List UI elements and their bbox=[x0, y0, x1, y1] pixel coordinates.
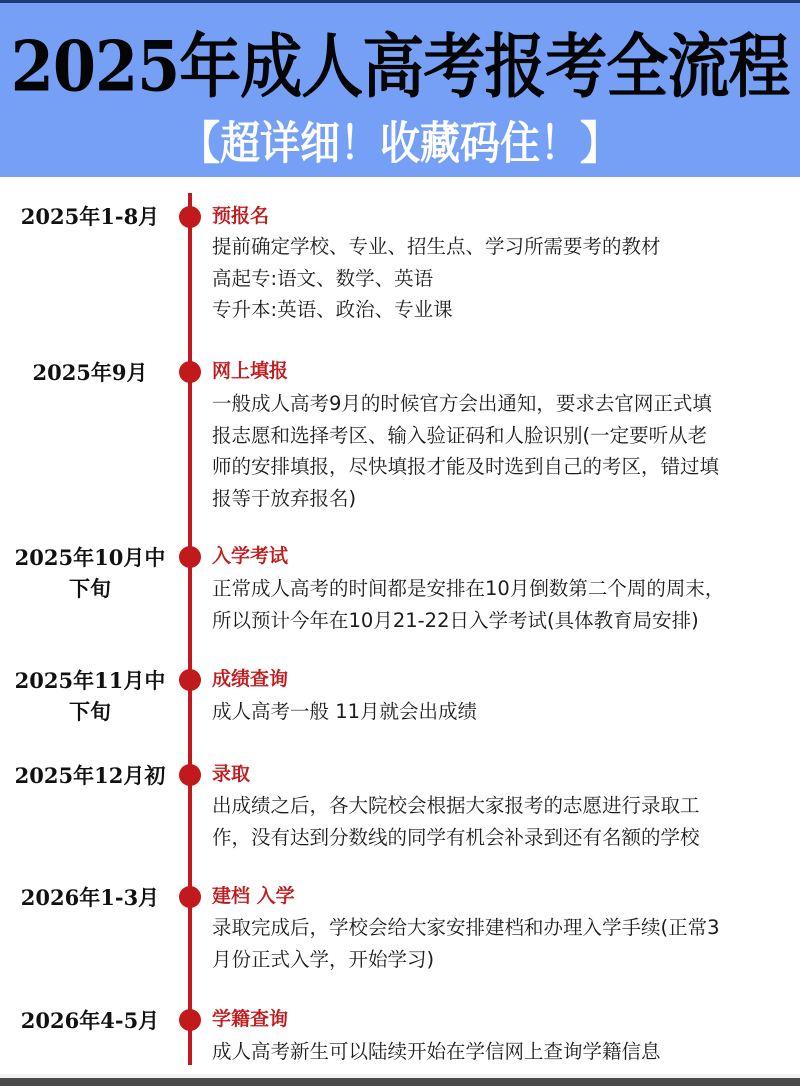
stage-date bbox=[4, 201, 176, 232]
timeline-dot-icon bbox=[179, 886, 201, 908]
stage-body-line: 一般成人高考9月的时候官方会出通知，要求去官网正式填 bbox=[212, 392, 712, 415]
stage-body bbox=[212, 231, 792, 326]
stage-date-line: 2025年9月 bbox=[32, 360, 148, 385]
stage-date bbox=[4, 357, 176, 388]
stage-body-line: 成人高考新生可以陆续开始在学信网上查询学籍信息 bbox=[212, 1040, 661, 1063]
timeline-axis bbox=[188, 193, 192, 1065]
stage-body-line: 专升本:英语、政治、专业课 bbox=[212, 298, 453, 321]
stage-date-line: 2026年4-5月 bbox=[20, 1008, 160, 1033]
stage-body-line: 高起专:语文、数学、英语 bbox=[212, 266, 434, 290]
stage-body-line: 成人高考一般 11月就会出成绩 bbox=[212, 700, 478, 723]
stage-date-line: 2025年10月中 bbox=[14, 545, 166, 570]
stage-title: 学籍查询 bbox=[212, 1008, 289, 1030]
stage-body-line: 月份正式入学，开始学习) bbox=[212, 947, 435, 971]
stage-body-line: 师的安排填报，尽快填报才能及时选到自己的考区，错过填 bbox=[212, 455, 720, 478]
stage-date bbox=[4, 882, 176, 913]
bottom-border bbox=[0, 1078, 800, 1086]
stage-title: 录取 bbox=[212, 763, 251, 785]
stage-body-line: 录取完成后，学校会给大家安排建档和办理入学手续(正常3 bbox=[212, 916, 720, 939]
stage-body-line: 提前确定学校、专业、招生点、学习所需要考的教材 bbox=[212, 235, 661, 258]
header-banner bbox=[0, 3, 800, 177]
stage-date-line: 下旬 bbox=[69, 576, 111, 601]
stage-body bbox=[212, 912, 792, 975]
stage-body bbox=[212, 388, 792, 514]
timeline-dot-icon bbox=[179, 361, 201, 383]
stage-title: 预报名 bbox=[212, 205, 270, 227]
stage-body-line: 报等于放弃报名) bbox=[212, 486, 357, 510]
stage-date-line: 2025年11月中 bbox=[14, 668, 166, 693]
timeline-dot-icon bbox=[179, 1009, 201, 1031]
stage-body-line: 作，没有达到分数线的同学有机会补录到还有名额的学校 bbox=[212, 825, 700, 849]
stage-date-line: 下旬 bbox=[69, 699, 111, 724]
stage-title: 网上填报 bbox=[212, 360, 289, 382]
stage-body-line: 正常成人高考的时间都是安排在10月倒数第二个周的周末， bbox=[212, 577, 725, 600]
page-subtitle: 【超详细！收藏码住！】 bbox=[180, 117, 620, 170]
timeline-dot-icon bbox=[179, 206, 201, 228]
stage-body bbox=[212, 790, 792, 853]
stage-date-line: 2025年12月初 bbox=[14, 763, 166, 788]
timeline-dot-icon bbox=[179, 546, 201, 568]
stage-date bbox=[4, 665, 176, 727]
page-title: 2025年成人高考报考全流程 bbox=[10, 25, 790, 108]
stage-date bbox=[4, 760, 176, 791]
stage-body-line: 出成绩之后，各大院校会根据大家报考的志愿进行录取工 bbox=[212, 794, 700, 817]
timeline-dot-icon bbox=[179, 764, 201, 786]
stage-body-line: 报志愿和选择考区、输入验证码和人脸识别(一定要听从老 bbox=[212, 423, 708, 447]
stage-title: 建档 入学 bbox=[212, 885, 295, 907]
stage-date bbox=[4, 542, 176, 604]
stage-title: 成绩查询 bbox=[212, 668, 289, 690]
stage-date-line: 2026年1-3月 bbox=[20, 885, 160, 910]
stage-body bbox=[212, 573, 792, 636]
timeline-dot-icon bbox=[179, 669, 201, 691]
stage-title: 入学考试 bbox=[212, 545, 289, 567]
stage-date bbox=[4, 1005, 176, 1036]
stage-body bbox=[212, 1036, 792, 1068]
stage-body bbox=[212, 696, 792, 728]
stage-body-line: 所以预计今年在10月21-22日入学考试(具体教育局安排) bbox=[212, 608, 699, 632]
stage-date-line: 2025年1-8月 bbox=[20, 204, 160, 229]
